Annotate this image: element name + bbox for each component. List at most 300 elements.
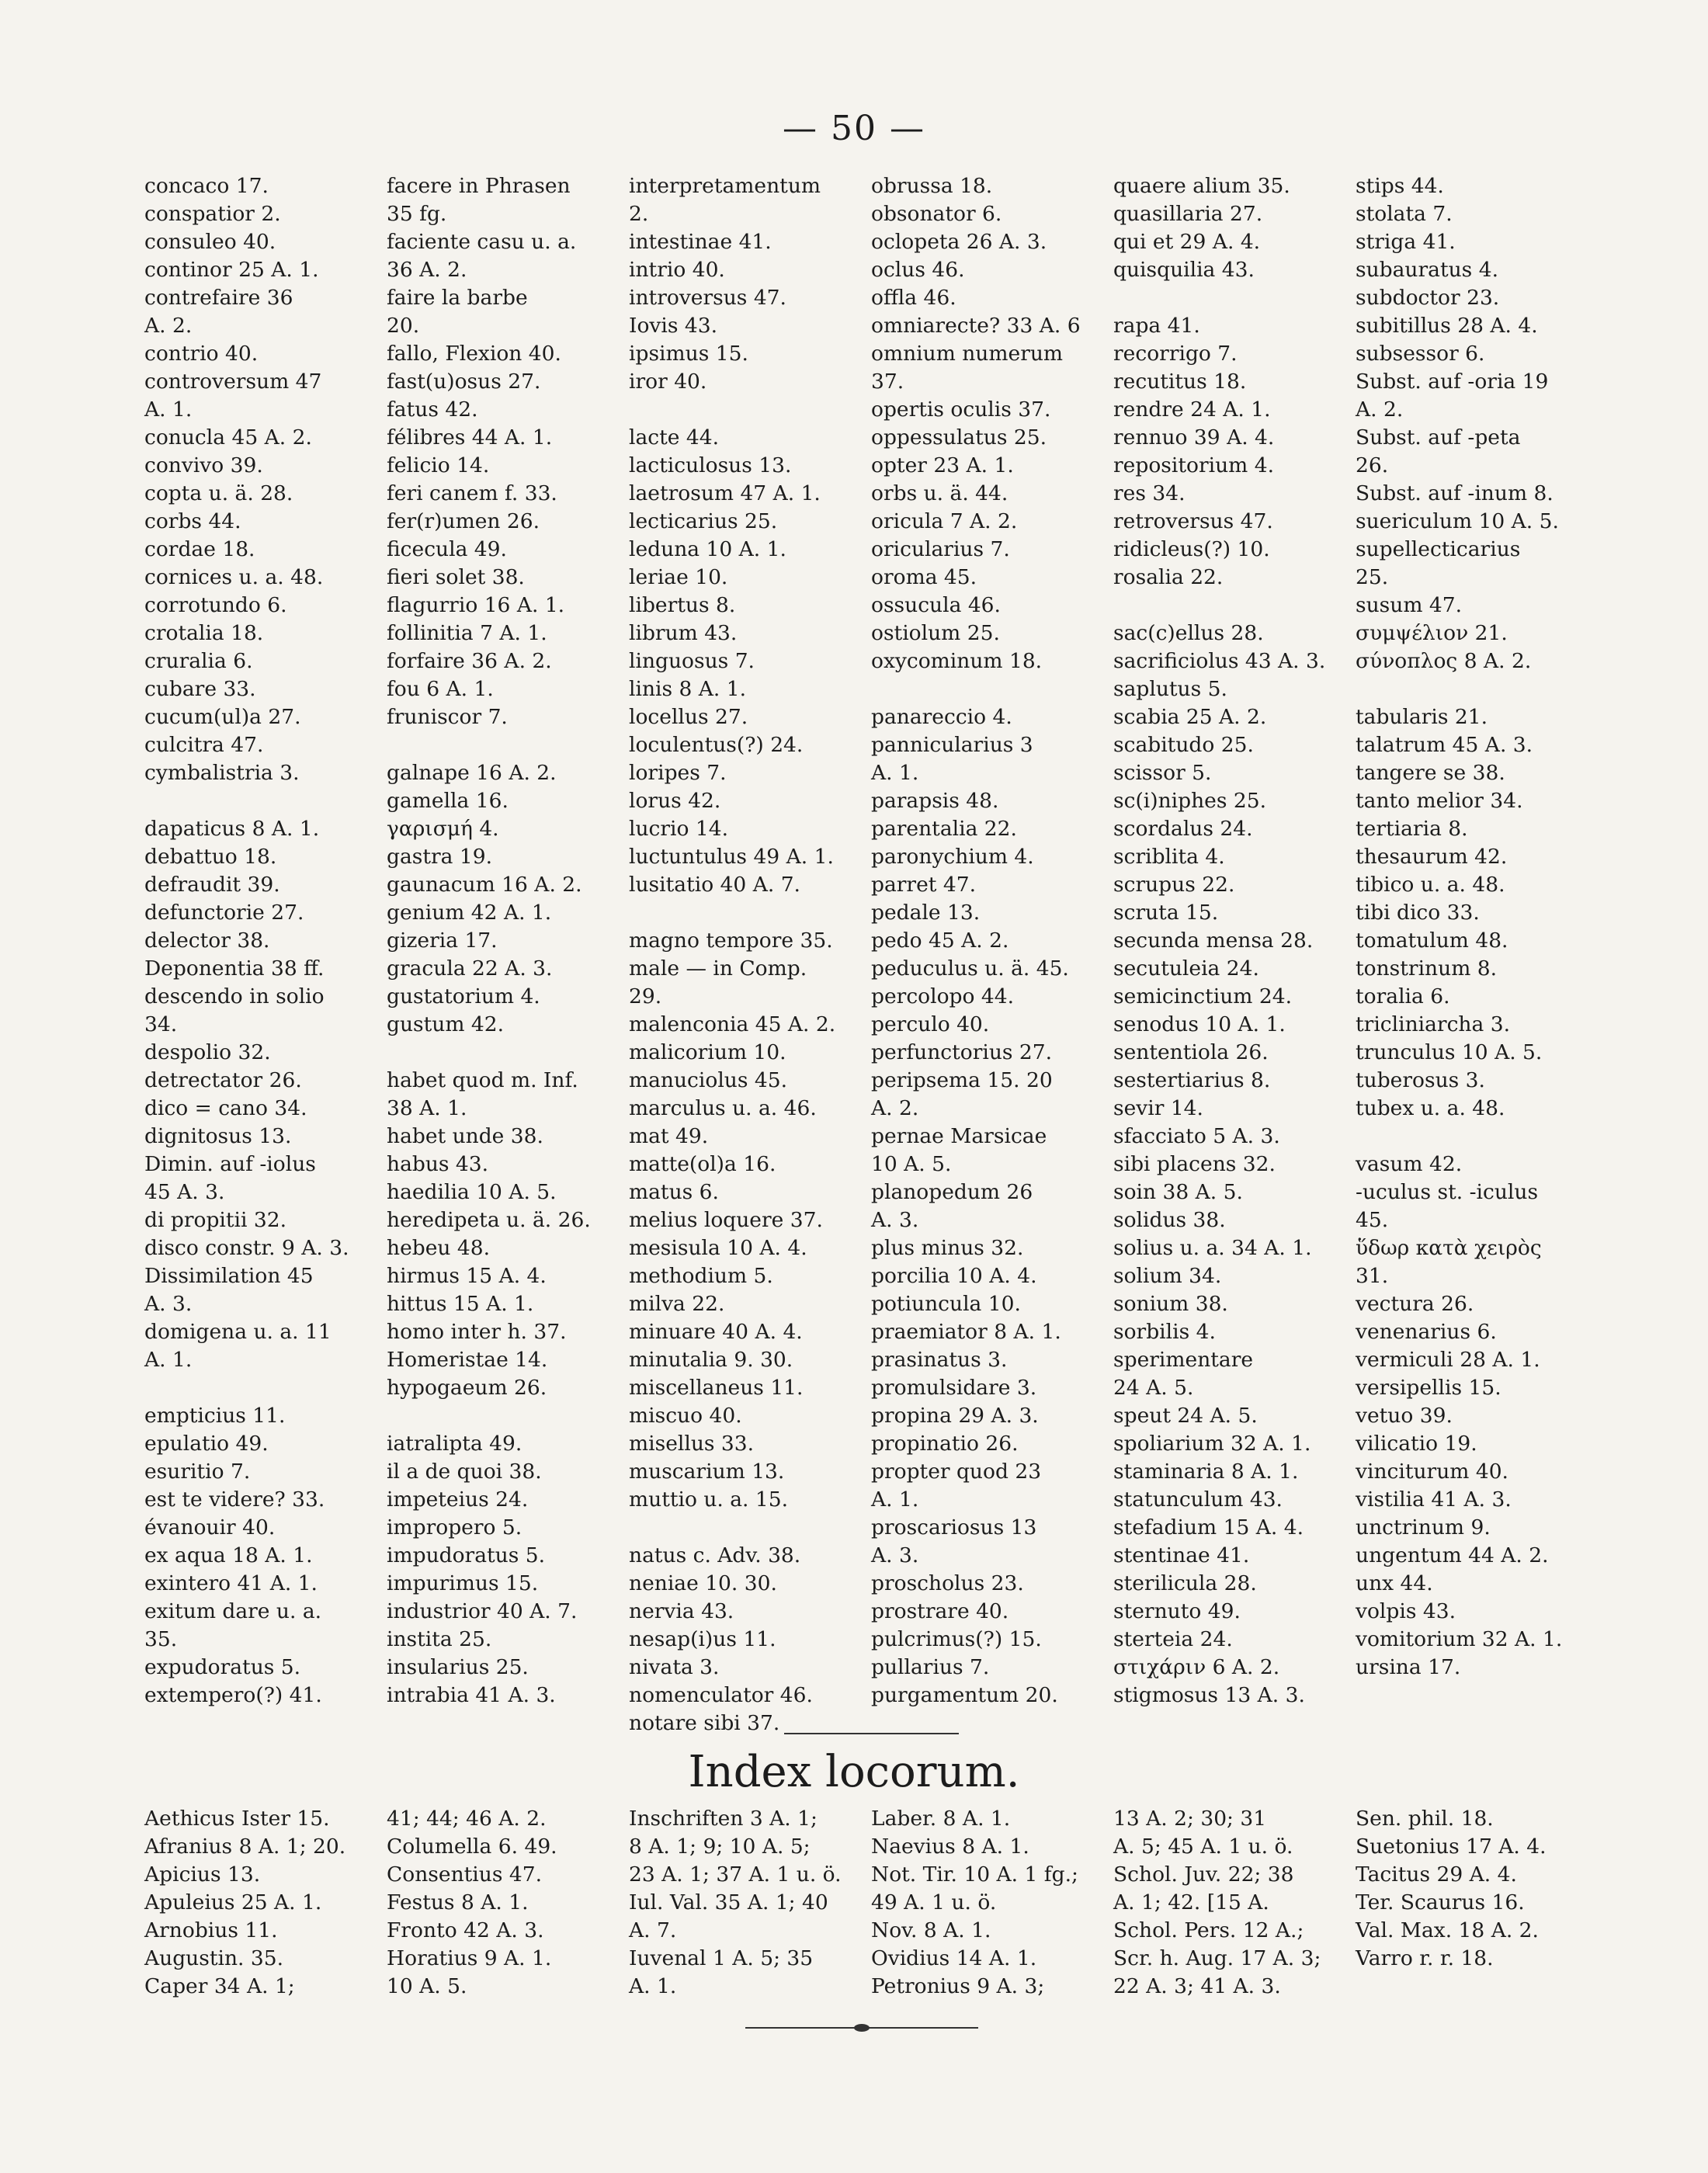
index-entry: percolopo 44. bbox=[871, 984, 1015, 1008]
index-entry: feri canem f. 33. bbox=[387, 481, 557, 505]
index-entry: hittus 15 A. 1. bbox=[387, 1292, 534, 1316]
index-entry: Scr. h. Aug. 17 A. 3; bbox=[1113, 1946, 1321, 1970]
index-entry: linguosus 7. bbox=[629, 649, 755, 673]
index-entry: gaunacum 16 A. 2. bbox=[387, 873, 582, 897]
index-entry: lacte 44. bbox=[629, 425, 720, 450]
locorum-column-6 bbox=[1356, 1805, 1588, 2001]
index-entry: corbs 44. bbox=[144, 509, 241, 533]
index-entry: pedale 13. bbox=[871, 901, 981, 925]
index-column-5 bbox=[1113, 172, 1346, 1737]
index-entry: 45. bbox=[1356, 1208, 1389, 1232]
index-entry: Iovis 43. bbox=[629, 314, 718, 338]
index-entry: spoliarium 32 A. 1. bbox=[1113, 1432, 1311, 1456]
index-entry: muscarium 13. bbox=[629, 1460, 785, 1484]
index-entry: A. 1; 42. [15 A. bbox=[1113, 1890, 1269, 1914]
index-entry: expudoratus 5. bbox=[144, 1655, 301, 1679]
index-entry: pulcrimus(?) 15. bbox=[871, 1627, 1042, 1651]
index-entry: habus 43. bbox=[387, 1152, 489, 1176]
index-entry: melius loquere 37. bbox=[629, 1208, 823, 1232]
index-entry: στιχάριν 6 A. 2. bbox=[1113, 1655, 1280, 1679]
index-entry: potiuncula 10. bbox=[871, 1292, 1021, 1316]
index-entry: venenarius 6. bbox=[1356, 1320, 1497, 1344]
index-entry: Subst. auf -peta bbox=[1356, 425, 1521, 450]
index-entry: obrussa 18. bbox=[871, 174, 993, 198]
index-entry: oclus 46. bbox=[871, 258, 965, 282]
index-entry: crotalia 18. bbox=[144, 621, 264, 645]
index-entry: fatus 42. bbox=[387, 397, 478, 422]
index-entry: Subst. auf -oria 19 bbox=[1356, 370, 1549, 394]
index-entry: stips 44. bbox=[1356, 174, 1444, 198]
index-entry: scrupus 22. bbox=[1113, 873, 1235, 897]
index-entry: 37. bbox=[871, 370, 904, 394]
index-entry: orbs u. ä. 44. bbox=[871, 481, 1008, 505]
section-gap bbox=[387, 731, 620, 759]
index-entry: hypogaeum 26. bbox=[387, 1376, 547, 1400]
index-entry: 29. bbox=[629, 984, 662, 1008]
index-column-1 bbox=[144, 172, 377, 1737]
index-entry: muttio u. a. 15. bbox=[629, 1487, 789, 1512]
index-entry: pedo 45 A. 2. bbox=[871, 929, 1009, 953]
index-entry: matus 6. bbox=[629, 1180, 719, 1204]
index-entry: A. 1. bbox=[144, 397, 193, 422]
index-entry: laetrosum 47 A. 1. bbox=[629, 481, 821, 505]
index-entry: Horatius 9 A. 1. bbox=[387, 1946, 552, 1970]
index-entry: interpretamentum bbox=[629, 174, 821, 198]
index-entry: flagurrio 16 A. 1. bbox=[387, 593, 565, 617]
index-entry: A. 1. bbox=[871, 761, 919, 785]
index-entry: Suetonius 17 A. 4. bbox=[1356, 1835, 1547, 1859]
index-entry: oricula 7 A. 2. bbox=[871, 509, 1018, 533]
index-entry: Varro r. r. 18. bbox=[1356, 1946, 1494, 1970]
index-entry: gracula 22 A. 3. bbox=[387, 956, 553, 981]
index-entry: sorbilis 4. bbox=[1113, 1320, 1216, 1344]
index-entry: A. 2. bbox=[144, 314, 193, 338]
index-entry: notare sibi 37. bbox=[629, 1711, 780, 1735]
index-entry: A. 7. bbox=[629, 1918, 677, 1942]
index-entry: copta u. ä. 28. bbox=[144, 481, 293, 505]
index-entry: lacticulosus 13. bbox=[629, 453, 792, 477]
index-entry: gastra 19. bbox=[387, 845, 493, 869]
index-entry: tricliniarcha 3. bbox=[1356, 1012, 1511, 1036]
index-entry: recutitus 18. bbox=[1113, 370, 1247, 394]
index-entry: vilicatio 19. bbox=[1356, 1432, 1477, 1456]
index-entry: cordae 18. bbox=[144, 537, 255, 561]
index-entry: sc(i)niphes 25. bbox=[1113, 789, 1267, 813]
index-entry: 10 A. 5. bbox=[871, 1152, 952, 1176]
index-entry: mesisula 10 A. 4. bbox=[629, 1236, 807, 1260]
index-entry: 20. bbox=[387, 314, 420, 338]
index-entry: intestinae 41. bbox=[629, 230, 772, 254]
index-entry: domigena u. a. 11 bbox=[144, 1320, 332, 1344]
index-entry: senodus 10 A. 1. bbox=[1113, 1012, 1286, 1036]
index-entry: γαρισμή 4. bbox=[387, 817, 499, 841]
index-entry: galnape 16 A. 2. bbox=[387, 761, 557, 785]
locorum-column-2 bbox=[387, 1805, 620, 2001]
index-entry: plus minus 32. bbox=[871, 1236, 1024, 1260]
index-entry: habet quod m. Inf. bbox=[387, 1068, 578, 1092]
index-entry: 45 A. 3. bbox=[144, 1180, 225, 1204]
page-number: — 50 — bbox=[783, 109, 925, 148]
index-locorum-title: Index locorum. bbox=[688, 1747, 1020, 1797]
index-entry: secunda mensa 28. bbox=[1113, 929, 1314, 953]
index-entry: Iul. Val. 35 A. 1; 40 bbox=[629, 1890, 828, 1914]
index-entry: A. 3. bbox=[871, 1543, 919, 1567]
index-entry: intrio 40. bbox=[629, 258, 725, 282]
index-entry: pernae Marsicae bbox=[871, 1124, 1047, 1148]
index-entry: tonstrinum 8. bbox=[1356, 956, 1498, 981]
index-entry: 34. bbox=[144, 1012, 178, 1036]
index-entry: despolio 32. bbox=[144, 1040, 271, 1064]
index-entry: tomatulum 48. bbox=[1356, 929, 1508, 953]
index-entry: recorrigo 7. bbox=[1113, 342, 1238, 366]
index-entry: vectura 26. bbox=[1356, 1292, 1474, 1316]
index-entry: Apicius 13. bbox=[144, 1862, 261, 1887]
index-entry: Laber. 8 A. 1. bbox=[871, 1807, 1011, 1831]
index-entry: stolata 7. bbox=[1356, 202, 1453, 226]
index-entry: 49 A. 1 u. ö. bbox=[871, 1890, 997, 1914]
index-entry: nomenculator 46. bbox=[629, 1683, 813, 1707]
index-entry: dico = cano 34. bbox=[144, 1096, 307, 1120]
index-entry: A. 5; 45 A. 1 u. ö. bbox=[1113, 1835, 1293, 1859]
index-entry: disco constr. 9 A. 3. bbox=[144, 1236, 349, 1260]
index-entry: felicio 14. bbox=[387, 453, 490, 477]
index-entry: Ovidius 14 A. 1. bbox=[871, 1946, 1037, 1970]
index-entry: industrior 40 A. 7. bbox=[387, 1599, 578, 1623]
index-entry: homo inter h. 37. bbox=[387, 1320, 567, 1344]
index-locorum bbox=[144, 1805, 1588, 2001]
index-entry: defunctorie 27. bbox=[144, 901, 304, 925]
index-entry: exitum dare u. a. bbox=[144, 1599, 322, 1623]
index-entry: Fronto 42 A. 3. bbox=[387, 1918, 544, 1942]
index-entry: convivo 39. bbox=[144, 453, 263, 477]
index-entry: esuritio 7. bbox=[144, 1460, 251, 1484]
index-entry: Ter. Scaurus 16. bbox=[1356, 1890, 1525, 1914]
index-entry: milva 22. bbox=[629, 1292, 725, 1316]
index-entry: obsonator 6. bbox=[871, 202, 1002, 226]
index-entry: manuciolus 45. bbox=[629, 1068, 788, 1092]
index-entry: il a de quoi 38. bbox=[387, 1460, 542, 1484]
index-entry: sperimentare bbox=[1113, 1348, 1254, 1372]
index-entry: Not. Tir. 10 A. 1 fg.; bbox=[871, 1862, 1078, 1887]
index-entry: Afranius 8 A. 1; 20. bbox=[144, 1835, 346, 1859]
index-entry: subitillus 28 A. 4. bbox=[1356, 314, 1538, 338]
index-entry: propter quod 23 bbox=[871, 1460, 1042, 1484]
index-entry: Columella 6. 49. bbox=[387, 1835, 557, 1859]
index-entry: perculo 40. bbox=[871, 1012, 990, 1036]
index-entry: toralia 6. bbox=[1356, 984, 1450, 1008]
index-entry: Schol. Juv. 22; 38 bbox=[1113, 1862, 1294, 1887]
index-entry: defraudit 39. bbox=[144, 873, 280, 897]
index-entry: parentalia 22. bbox=[871, 817, 1017, 841]
index-entry: forfaire 36 A. 2. bbox=[387, 649, 552, 673]
index-column-2 bbox=[387, 172, 620, 1737]
section-gap bbox=[1356, 1123, 1588, 1151]
index-entry: impurimus 15. bbox=[387, 1571, 539, 1595]
index-entry: perfunctorius 27. bbox=[871, 1040, 1053, 1064]
index-entry: corrotundo 6. bbox=[144, 593, 287, 617]
index-entry: Iuvenal 1 A. 5; 35 bbox=[629, 1946, 814, 1970]
index-entry: saplutus 5. bbox=[1113, 677, 1227, 701]
index-entry: natus c. Adv. 38. bbox=[629, 1543, 801, 1567]
index-entry: Caper 34 A. 1; bbox=[144, 1974, 295, 1998]
locorum-column-3 bbox=[629, 1805, 862, 2001]
index-entry: Naevius 8 A. 1. bbox=[871, 1835, 1029, 1859]
index-entry: tanto melior 34. bbox=[1356, 789, 1523, 813]
index-entry: 41; 44; 46 A. 2. bbox=[387, 1807, 547, 1831]
index-entry: descendo in solio bbox=[144, 984, 325, 1008]
index-entry: 26. bbox=[1356, 453, 1389, 477]
index-entry: faciente casu u. a. bbox=[387, 230, 577, 254]
index-entry: solium 34. bbox=[1113, 1264, 1222, 1288]
index-entry: sacrificiolus 43 A. 3. bbox=[1113, 649, 1326, 673]
index-entry: empticius 11. bbox=[144, 1404, 286, 1428]
index-entry: sibi placens 32. bbox=[1113, 1152, 1276, 1176]
index-entry: semicinctium 24. bbox=[1113, 984, 1292, 1008]
index-entry: stefadium 15 A. 4. bbox=[1113, 1515, 1304, 1539]
index-entry: subauratus 4. bbox=[1356, 258, 1498, 282]
locorum-column-5 bbox=[1113, 1805, 1346, 2001]
index-entry: librum 43. bbox=[629, 621, 738, 645]
index-entry: impudoratus 5. bbox=[387, 1543, 546, 1567]
index-entry: genium 42 A. 1. bbox=[387, 901, 552, 925]
index-entry: solidus 38. bbox=[1113, 1208, 1226, 1232]
index-entry: sfacciato 5 A. 3. bbox=[1113, 1124, 1280, 1148]
index-entry: thesaurum 42. bbox=[1356, 845, 1508, 869]
index-entry: secutuleia 24. bbox=[1113, 956, 1259, 981]
index-entry: offla 46. bbox=[871, 286, 956, 310]
index-entry: miscuo 40. bbox=[629, 1404, 742, 1428]
index-entry: pullarius 7. bbox=[871, 1655, 990, 1679]
index-entry: purgamentum 20. bbox=[871, 1683, 1058, 1707]
section-gap bbox=[144, 1374, 377, 1402]
index-entry: 22 A. 3; 41 A. 3. bbox=[1113, 1974, 1281, 1998]
index-entry: cornices u. a. 48. bbox=[144, 565, 324, 589]
index-entry: culcitra 47. bbox=[144, 733, 264, 757]
index-entry: follinitia 7 A. 1. bbox=[387, 621, 547, 645]
index-entry: sestertiarius 8. bbox=[1113, 1068, 1271, 1092]
index-entry: dapaticus 8 A. 1. bbox=[144, 817, 320, 841]
index-entry: unctrinum 9. bbox=[1356, 1515, 1491, 1539]
index-entry: 10 A. 5. bbox=[387, 1974, 467, 1998]
section-gap bbox=[629, 899, 862, 927]
index-entry: proscariosus 13 bbox=[871, 1515, 1037, 1539]
index-entry: cucum(ul)a 27. bbox=[144, 705, 301, 729]
index-entry: minutalia 9. 30. bbox=[629, 1348, 793, 1372]
index-entry: exintero 41 A. 1. bbox=[144, 1571, 318, 1595]
index-entry: unx 44. bbox=[1356, 1571, 1433, 1595]
index-entry: Festus 8 A. 1. bbox=[387, 1890, 529, 1914]
end-ornament bbox=[745, 2022, 978, 2033]
index-entry: 24 A. 5. bbox=[1113, 1376, 1194, 1400]
index-entry: retroversus 47. bbox=[1113, 509, 1273, 533]
index-entry: habet unde 38. bbox=[387, 1124, 543, 1148]
index-entry: consuleo 40. bbox=[144, 230, 276, 254]
section-gap bbox=[871, 675, 1104, 703]
index-entry: rapa 41. bbox=[1113, 314, 1200, 338]
index-entry: 23 A. 1; 37 A. 1 u. ö. bbox=[629, 1862, 842, 1887]
index-entry: detrectator 26. bbox=[144, 1068, 302, 1092]
index-entry: malicorium 10. bbox=[629, 1040, 786, 1064]
index-entry: ursina 17. bbox=[1356, 1655, 1461, 1679]
index-entry: nivata 3. bbox=[629, 1655, 720, 1679]
index-entry: subsessor 6. bbox=[1356, 342, 1485, 366]
section-gap bbox=[1113, 592, 1346, 620]
index-entry: Tacitus 29 A. 4. bbox=[1356, 1862, 1517, 1887]
index-entry: 8 A. 1; 9; 10 A. 5; bbox=[629, 1835, 811, 1859]
index-entry: paronychium 4. bbox=[871, 845, 1034, 869]
index-entry: vomitorium 32 A. 1. bbox=[1356, 1627, 1563, 1651]
index-entry: peripsema 15. 20 bbox=[871, 1068, 1053, 1092]
index-entry: ostiolum 25. bbox=[871, 621, 1000, 645]
index-entry: vinciturum 40. bbox=[1356, 1460, 1508, 1484]
index-entry: Dimin. auf -iolus bbox=[144, 1152, 316, 1176]
index-entry: susum 47. bbox=[1356, 593, 1463, 617]
index-entry: gamella 16. bbox=[387, 789, 509, 813]
index-entry: cruralia 6. bbox=[144, 649, 253, 673]
index-entry: gustum 42. bbox=[387, 1012, 505, 1036]
index-entry: intrabia 41 A. 3. bbox=[387, 1683, 556, 1707]
index-entry: staminaria 8 A. 1. bbox=[1113, 1460, 1299, 1484]
index-entry: peduculus u. ä. 45. bbox=[871, 956, 1069, 981]
index-entry: planopedum 26 bbox=[871, 1180, 1033, 1204]
index-entry: 36 A. 2. bbox=[387, 258, 467, 282]
index-entry: Augustin. 35. bbox=[144, 1946, 284, 1970]
index-entry: miscellaneus 11. bbox=[629, 1376, 804, 1400]
index-entry: minuare 40 A. 4. bbox=[629, 1320, 803, 1344]
index-entry: 25. bbox=[1356, 565, 1389, 589]
index-entry: tabularis 21. bbox=[1356, 705, 1488, 729]
index-entry: fast(u)osus 27. bbox=[387, 370, 541, 394]
index-entry: parret 47. bbox=[871, 873, 976, 897]
index-entry: oricularius 7. bbox=[871, 537, 1010, 561]
index-entry: Aethicus Ister 15. bbox=[144, 1807, 330, 1831]
index-entry: heredipeta u. ä. 26. bbox=[387, 1208, 591, 1232]
index-entry: sonium 38. bbox=[1113, 1292, 1228, 1316]
index-entry: fer(r)umen 26. bbox=[387, 509, 540, 533]
index-entry: talatrum 45 A. 3. bbox=[1356, 733, 1533, 757]
index-entry: stentinae 41. bbox=[1113, 1543, 1250, 1567]
index-entry: évanouir 40. bbox=[144, 1515, 276, 1539]
index-entry: tertiaria 8. bbox=[1356, 817, 1468, 841]
index-entry: rennuo 39 A. 4. bbox=[1113, 425, 1275, 450]
index-entry: insularius 25. bbox=[387, 1655, 529, 1679]
index-entry: impropero 5. bbox=[387, 1515, 522, 1539]
index-entry: pannicularius 3 bbox=[871, 733, 1033, 757]
index-entry: porcilia 10 A. 4. bbox=[871, 1264, 1037, 1288]
index-entry: scissor 5. bbox=[1113, 761, 1212, 785]
index-entry: cymbalistria 3. bbox=[144, 761, 300, 785]
index-entry: opertis oculis 37. bbox=[871, 397, 1051, 422]
index-entry: soin 38 A. 5. bbox=[1113, 1180, 1243, 1204]
index-entry: leriae 10. bbox=[629, 565, 728, 589]
index-entry: trunculus 10 A. 5. bbox=[1356, 1040, 1543, 1064]
index-entry: matte(ol)a 16. bbox=[629, 1152, 776, 1176]
index-entry: Inschriften 3 A. 1; bbox=[629, 1807, 818, 1831]
index-entry: impeteius 24. bbox=[387, 1487, 529, 1512]
index-entry: contrefaire 36 bbox=[144, 286, 293, 310]
section-gap bbox=[629, 396, 862, 424]
index-entry: sterilicula 28. bbox=[1113, 1571, 1257, 1595]
index-entry: solius u. a. 34 A. 1. bbox=[1113, 1236, 1312, 1260]
index-entry: fallo, Flexion 40. bbox=[387, 342, 561, 366]
index-entry: scabitudo 25. bbox=[1113, 733, 1254, 757]
index-entry: libertus 8. bbox=[629, 593, 736, 617]
index-entry: 35. bbox=[144, 1627, 178, 1651]
index-entry: di propitii 32. bbox=[144, 1208, 287, 1232]
index-entry: neniae 10. 30. bbox=[629, 1571, 777, 1595]
index-entry: facere in Phrasen bbox=[387, 174, 571, 198]
index-entry: luctuntulus 49 A. 1. bbox=[629, 845, 834, 869]
index-entry: loripes 7. bbox=[629, 761, 727, 785]
section-gap bbox=[387, 1402, 620, 1430]
index-entry: striga 41. bbox=[1356, 230, 1456, 254]
index-entry: debattuo 18. bbox=[144, 845, 277, 869]
index-entry: scruta 15. bbox=[1113, 901, 1219, 925]
index-entry: epulatio 49. bbox=[144, 1432, 269, 1456]
index-entry: hirmus 15 A. 4. bbox=[387, 1264, 547, 1288]
index-entry: concaco 17. bbox=[144, 174, 269, 198]
index-entry: mat 49. bbox=[629, 1124, 709, 1148]
index-entry: συμψέλιον 21. bbox=[1356, 621, 1508, 645]
index-entry: tibico u. a. 48. bbox=[1356, 873, 1505, 897]
index-entry: haedilia 10 A. 5. bbox=[387, 1180, 557, 1204]
index-entry: A. 1. bbox=[629, 1974, 677, 1998]
index-entry: promulsidare 3. bbox=[871, 1376, 1037, 1400]
index-entry: magno tempore 35. bbox=[629, 929, 833, 953]
index-entry: fruniscor 7. bbox=[387, 705, 508, 729]
index-entry: lusitatio 40 A. 7. bbox=[629, 873, 800, 897]
section-gap bbox=[1356, 675, 1588, 703]
index-entry: iatralipta 49. bbox=[387, 1432, 522, 1456]
index-entry: introversus 47. bbox=[629, 286, 786, 310]
index-entry: rosalia 22. bbox=[1113, 565, 1224, 589]
index-entry: 38 A. 1. bbox=[387, 1096, 467, 1120]
index-entry: propina 29 A. 3. bbox=[871, 1404, 1039, 1428]
index-entry: stigmosus 13 A. 3. bbox=[1113, 1683, 1305, 1707]
index-entry: suericulum 10 A. 5. bbox=[1356, 509, 1559, 533]
index-entry: sevir 14. bbox=[1113, 1096, 1203, 1120]
index-entry: sententiola 26. bbox=[1113, 1040, 1269, 1064]
index-entry: loculentus(?) 24. bbox=[629, 733, 804, 757]
index-entry: conucla 45 A. 2. bbox=[144, 425, 312, 450]
index-entry: locellus 27. bbox=[629, 705, 748, 729]
index-entry: methodium 5. bbox=[629, 1264, 773, 1288]
index-entry: extempero(?) 41. bbox=[144, 1683, 322, 1707]
index-entry: Apuleius 25 A. 1. bbox=[144, 1890, 322, 1914]
index-column-4 bbox=[871, 172, 1104, 1737]
index-entry: versipellis 15. bbox=[1356, 1376, 1501, 1400]
section-gap bbox=[629, 1514, 862, 1542]
index-entry: Dissimilation 45 bbox=[144, 1264, 314, 1288]
index-entry: instita 25. bbox=[387, 1627, 492, 1651]
index-entry: tangere se 38. bbox=[1356, 761, 1505, 785]
section-gap bbox=[387, 1039, 620, 1067]
index-entry: félibres 44 A. 1. bbox=[387, 425, 553, 450]
index-entry: oclopeta 26 A. 3. bbox=[871, 230, 1047, 254]
index-entry: ὕδωρ κατὰ χειρὸς bbox=[1356, 1236, 1542, 1260]
index-entry: faire la barbe bbox=[387, 286, 528, 310]
locorum-column-4 bbox=[871, 1805, 1104, 2001]
index-entry: fieri solet 38. bbox=[387, 565, 525, 589]
index-entry: omniarecte? 33 A. 6 bbox=[871, 314, 1081, 338]
index-entry: ridicleus(?) 10. bbox=[1113, 537, 1270, 561]
index-entry: A. 2. bbox=[871, 1096, 919, 1120]
index-entry: prasinatus 3. bbox=[871, 1348, 1008, 1372]
index-entry: 13 A. 2; 30; 31 bbox=[1113, 1807, 1267, 1831]
index-entry: vasum 42. bbox=[1356, 1152, 1463, 1176]
index-entry: oppessulatus 25. bbox=[871, 425, 1047, 450]
index-entry: σύνοπλος 8 A. 2. bbox=[1356, 649, 1532, 673]
